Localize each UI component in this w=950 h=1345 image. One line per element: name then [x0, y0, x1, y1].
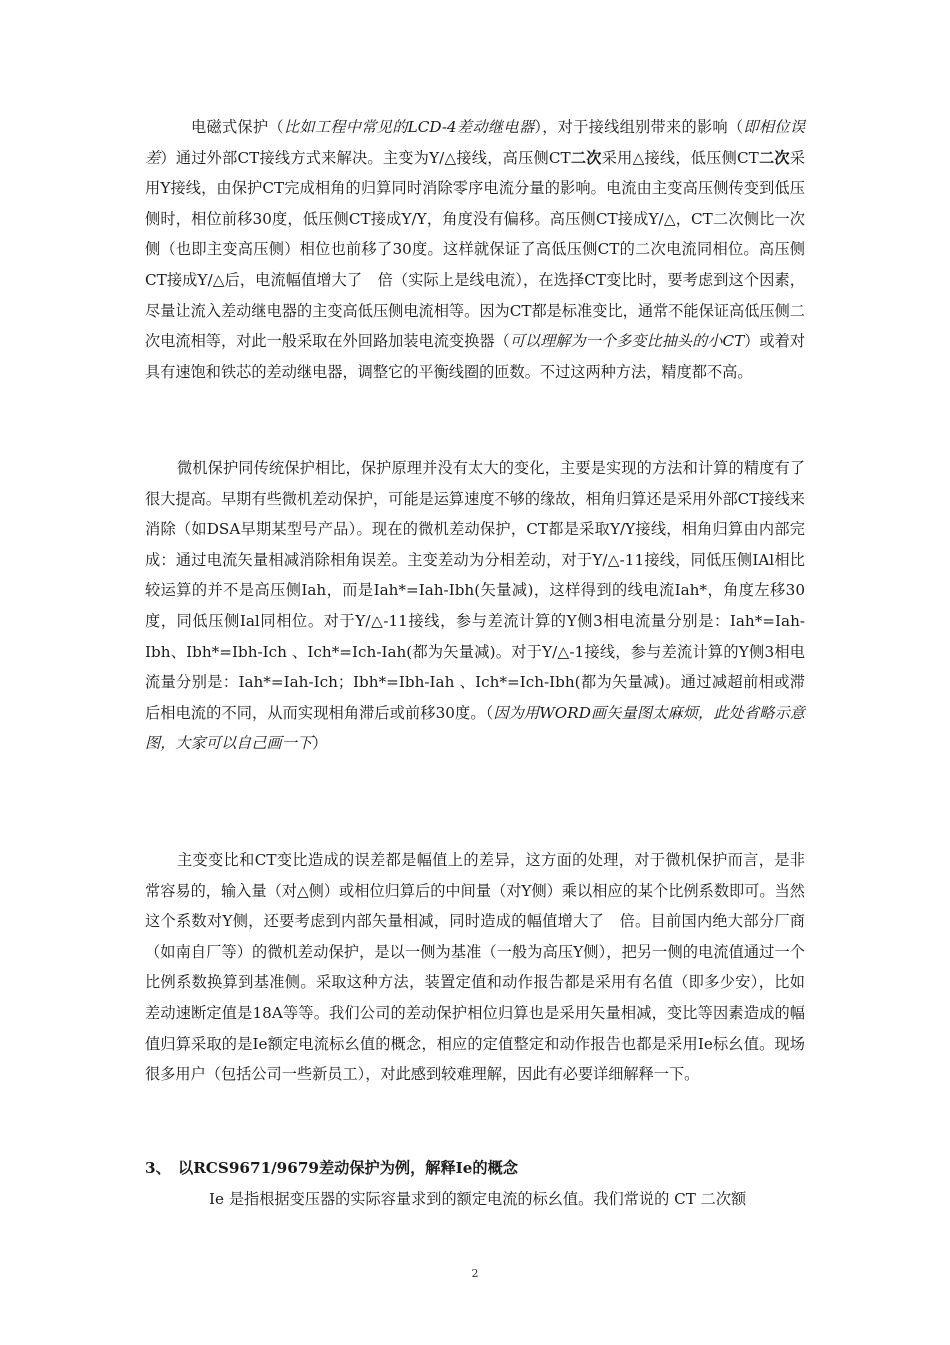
italic-note-small-ct: 可以理解为一个多变比抽头的小CT	[509, 332, 745, 351]
italic-note-phase-error: 即相位误差	[145, 118, 806, 167]
bold-secondary-2: 二次	[758, 148, 790, 167]
text-span: ）通过外部CT接线方式来解决。主变为Y/△接线，高压侧CT	[160, 148, 571, 167]
page-number: 2	[471, 1267, 479, 1280]
text-span: 微机保护同传统保护相比，保护原理并没有太大的变化，主要是实现的方法和计算的精度有了很大提高。早期有些微机差动保护，可能是运算速度不够的缘故，相角归算还是采用外部CT接线来消除（如DSA早期某型号产品）。现在的微机差动保护，CT都是采取Y/Y接线，相角归算由内部完成：通过电流矢量相减消除相角误差。主变差动为分相差动，对于Y/△-11接线，同低压侧IAl相比较运算的并不是高压侧Iah，而是Iah*=Iah-Ibh(矢量减)，这样得到的线电流Iah*，角度左移30度，同低压侧Ial同相位。对于Y/△-11接线，参与差流计算的Y侧3相电流量分别是：Iah*=Iah-Ibh、Ibh*=Ibh-Ich 、Ich*=Ich-Iah(都为矢量减)。对于Y/△-1接线，参与差流计算的Y侧3相电流量分别是：Iah*=Iah-Ich；Ibh*=Ibh-Iah 、Ich*=Ich-Ibh(都为矢量减)。通过减超前相或滞后相电流的不同，从而实现相角滞后或前移30度。（	[145, 459, 805, 722]
section-heading	[145, 1157, 518, 1179]
section-number: 3、	[145, 1159, 171, 1177]
paragraph-microcomputer-protection	[145, 453, 805, 759]
paragraph-ie-definition	[145, 1184, 805, 1214]
text-span: 电磁式保护（	[191, 118, 284, 136]
text-span: ）	[312, 734, 328, 753]
italic-note-lcd4: 比如工程中常见的LCD-4差动继电器	[283, 118, 535, 136]
paragraph-electromagnetic-protection	[145, 112, 805, 387]
italic-note-vector-diagram: 因为用WORD画矢量图太麻烦，此处省略示意图，大家可以自己画一下	[145, 703, 805, 753]
section-title: 以RCS9671/9679差动保护为例，解释Ie的概念	[178, 1159, 518, 1177]
text-span: ）或着对具有速饱和铁芯的差动继电器，调整它的平衡线圈的匝数。不过这两种方法，精度都不高。	[145, 332, 806, 381]
text-span: ），对于接线组别带来的影响（	[534, 118, 744, 136]
text-span: 采用Y接线，由保护CT完成相角的归算同时消除零序电流分量的影响。电流由主变高压侧传变到低压侧时，相位前移30度，低压侧CT接成Y/Y，角度没有偏移。高压侧CT接成Y/△，CT二次侧比一次侧（也即主变高压侧）相位也前移了30度。这样就保证了高低压侧CT的二次电流同相位。高压侧CT接成Y/△后，电流幅值增大了 倍（实际上是线电流），在选择CT变比时，要考虑到这个因素，尽量让流入差动继电器的主变高低压侧电流相等。因为CT都是标准变比，通常不能保证高低压侧二次电流相等，对此一般采取在外回路加装电流变换器（	[145, 148, 806, 351]
paragraph-ratio-error	[145, 845, 805, 1090]
text-span: Ie 是指根据变压器的实际容量求到的额定电流的标幺值。我们常说的 CT 二次额	[209, 1190, 747, 1208]
bold-secondary-1: 二次	[570, 148, 602, 167]
text-span: 采用△接线，低压侧CT	[601, 148, 759, 167]
text-span: 主变变比和CT变比造成的误差都是幅值上的差异，这方面的处理，对于微机保护而言，是非常容易的，输入量（对△侧）或相位归算后的中间量（对Y侧）乘以相应的某个比例系数即可。当然这个系数对Y侧，还要考虑到内部矢量相减，同时造成的幅值增大了 倍。目前国内绝大部分厂商（如南自厂等）的微机差动保护，是以一侧为基准（一般为高压Y侧），把另一侧的电流值通过一个比例系数换算到基准侧。采取这种方法，装置定值和动作报告都是采用有名值（即多少安），比如差动速断定值是18A等等。我们公司的差动保护相位归算也是采用矢量相减，变比等因素造成的幅值归算采取的是Ie额定电流标幺值的概念，相应的定值整定和动作报告也都是采用Ie标幺值。现场很多用户（包括公司一些新员工），对此感到较难理解，因此有必要详细解释一下。	[145, 851, 805, 1084]
